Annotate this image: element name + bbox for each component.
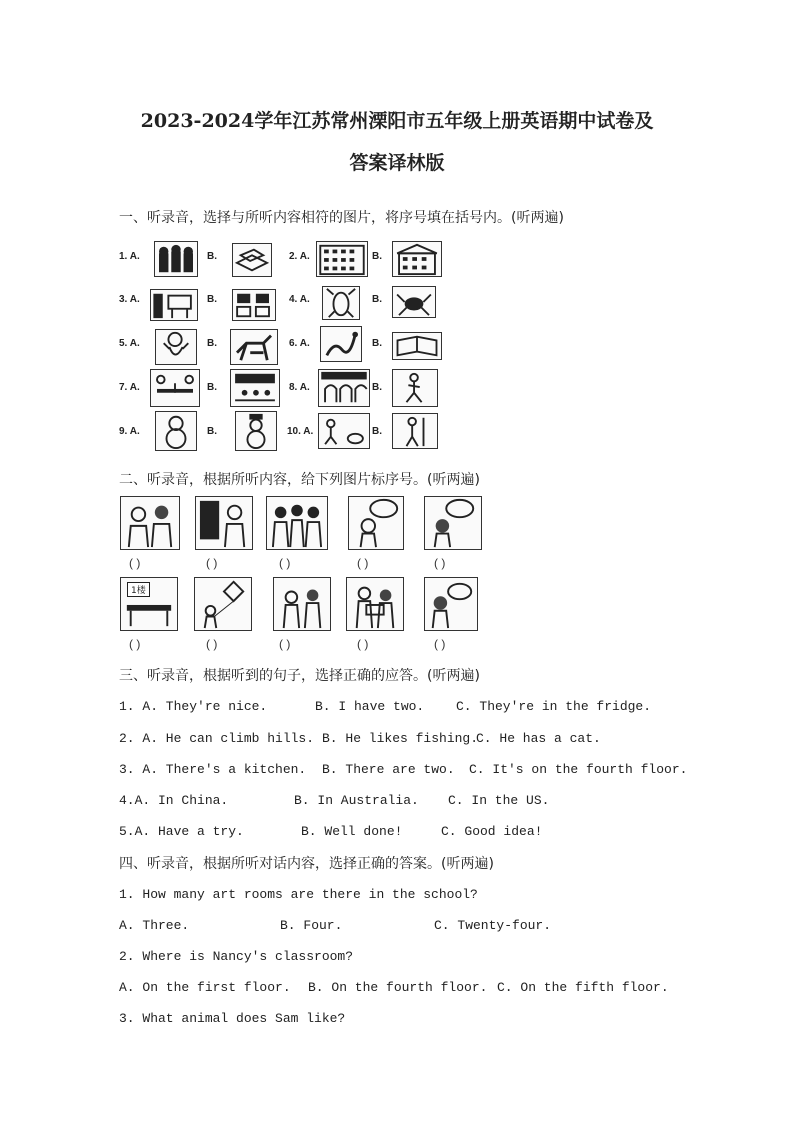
section1-heading: 一、听录音，选择与所听内容相符的图片，将序号填在括号内。(听两遍) bbox=[119, 210, 564, 226]
table-tennis-image bbox=[150, 369, 200, 407]
s3-q1-option-b: B. I have two. bbox=[315, 699, 425, 714]
item-label: 4. A. bbox=[289, 294, 310, 305]
family-image bbox=[266, 496, 328, 550]
item-label: B. bbox=[372, 294, 382, 305]
item-label: B. bbox=[207, 338, 217, 349]
dog-chasing-image bbox=[318, 413, 370, 449]
item-label: 3. A. bbox=[119, 294, 140, 305]
s3-q4-option-c: C. In the US. bbox=[448, 793, 550, 808]
item-label: B. bbox=[372, 338, 382, 349]
thinking-boy-image bbox=[348, 496, 404, 550]
s4-q1-option-a: A. Three. bbox=[119, 918, 190, 933]
snowman-image bbox=[155, 411, 197, 451]
s3-q2-option-a: 2. A. He can climb hills. bbox=[119, 731, 315, 746]
item-label: B. bbox=[207, 426, 217, 437]
door-scene-image bbox=[195, 496, 253, 550]
school-building-image bbox=[316, 241, 368, 277]
s3-q4-option-b: B. In Australia. bbox=[294, 793, 419, 808]
s4-q1: 1. How many art rooms are there in the school? bbox=[119, 887, 478, 902]
item-label: 10. A. bbox=[287, 426, 314, 437]
s3-q5-option-c: C. Good idea! bbox=[441, 824, 543, 839]
crab-image bbox=[392, 286, 436, 318]
floor-sign-badge: 1楼 bbox=[127, 582, 150, 597]
two-kids-image bbox=[273, 577, 331, 631]
answer-blank[interactable]: ( ) bbox=[129, 556, 141, 570]
lobster-image bbox=[322, 286, 360, 320]
monkey-image bbox=[155, 329, 197, 365]
snowman-hat-image bbox=[235, 411, 277, 451]
s4-q3: 3. What animal does Sam like? bbox=[119, 1011, 346, 1026]
item-label: 9. A. bbox=[119, 426, 140, 437]
s3-q2-option-b: B. He likes fishing. bbox=[322, 731, 479, 746]
section2-heading: 二、听录音，根据所听内容，给下列图片标序号。(听两遍) bbox=[119, 472, 480, 488]
item-label: B. bbox=[207, 294, 217, 305]
s4-q2-option-c: C. On the fifth floor. bbox=[497, 980, 669, 995]
hall-arches-image bbox=[318, 369, 370, 407]
page-title-line1: 2023-2024学年江苏常州溧阳市五年级上册英语期中试卷及 bbox=[140, 110, 654, 132]
books-image bbox=[232, 243, 272, 277]
s3-q1-option-c: C. They're in the fridge. bbox=[456, 699, 652, 714]
item-label: 6. A. bbox=[289, 338, 310, 349]
s4-q1-option-b: B. Four. bbox=[280, 918, 343, 933]
answer-blank[interactable]: ( ) bbox=[279, 556, 291, 570]
kids-reading-image bbox=[346, 577, 404, 631]
item-label: B. bbox=[207, 382, 217, 393]
thinking-girl-image bbox=[424, 496, 482, 550]
classroom-image bbox=[150, 289, 198, 321]
s3-q5-option-b: B. Well done! bbox=[301, 824, 403, 839]
answer-blank[interactable]: ( ) bbox=[357, 556, 369, 570]
girl-thinking-image bbox=[424, 577, 478, 631]
section4-heading: 四、听录音，根据所听对话内容，选择正确的答案。(听两遍) bbox=[119, 856, 494, 872]
answer-blank[interactable]: ( ) bbox=[279, 637, 291, 651]
floors-building-image bbox=[392, 241, 442, 277]
answer-blank[interactable]: ( ) bbox=[357, 637, 369, 651]
answer-blank[interactable]: ( ) bbox=[129, 637, 141, 651]
answer-blank[interactable]: ( ) bbox=[206, 637, 218, 651]
item-label: 7. A. bbox=[119, 382, 140, 393]
playground-image bbox=[230, 369, 280, 407]
item-label: B. bbox=[372, 382, 382, 393]
answer-blank[interactable]: ( ) bbox=[434, 556, 446, 570]
s3-q3-option-a: 3. A. There's a kitchen. bbox=[119, 762, 307, 777]
s3-q3-option-c: C. It's on the fourth floor. bbox=[469, 762, 688, 777]
s3-q3-option-b: B. There are two. bbox=[322, 762, 455, 777]
s3-q2-option-c: C. He has a cat. bbox=[476, 731, 601, 746]
s4-q2-option-b: B. On the fourth floor. bbox=[308, 980, 488, 995]
first-floor-room-image bbox=[120, 577, 178, 631]
snake-image bbox=[320, 326, 362, 362]
answer-blank[interactable]: ( ) bbox=[434, 637, 446, 651]
child-walking-image bbox=[392, 413, 438, 449]
horse-image bbox=[230, 329, 278, 365]
s4-q2: 2. Where is Nancy's classroom? bbox=[119, 949, 354, 964]
page-title-line2: 答案译林版 bbox=[349, 152, 445, 174]
item-label: 8. A. bbox=[289, 382, 310, 393]
section3-heading: 三、听录音，根据听到的句子，选择正确的应答。(听两遍) bbox=[119, 668, 480, 684]
s3-q5-option-a: 5.A. Have a try. bbox=[119, 824, 244, 839]
item-label: B. bbox=[372, 251, 382, 262]
s4-q2-option-a: A. On the first floor. bbox=[119, 980, 291, 995]
s4-q1-option-c: C. Twenty-four. bbox=[434, 918, 552, 933]
item-label: 5. A. bbox=[119, 338, 140, 349]
item-label: 2. A. bbox=[289, 251, 310, 262]
computer-room-image bbox=[232, 289, 276, 321]
bears-image bbox=[154, 241, 198, 277]
s3-q1-option-a: 1. A. They're nice. bbox=[119, 699, 268, 714]
answer-blank[interactable]: ( ) bbox=[206, 556, 218, 570]
boy-running-image bbox=[392, 369, 438, 407]
kite-flying-image bbox=[194, 577, 252, 631]
item-label: B. bbox=[372, 426, 382, 437]
item-label: B. bbox=[207, 251, 217, 262]
open-book-image bbox=[392, 332, 442, 360]
item-label: 1. A. bbox=[119, 251, 140, 262]
people-talking-image bbox=[120, 496, 180, 550]
s3-q4-option-a: 4.A. In China. bbox=[119, 793, 229, 808]
